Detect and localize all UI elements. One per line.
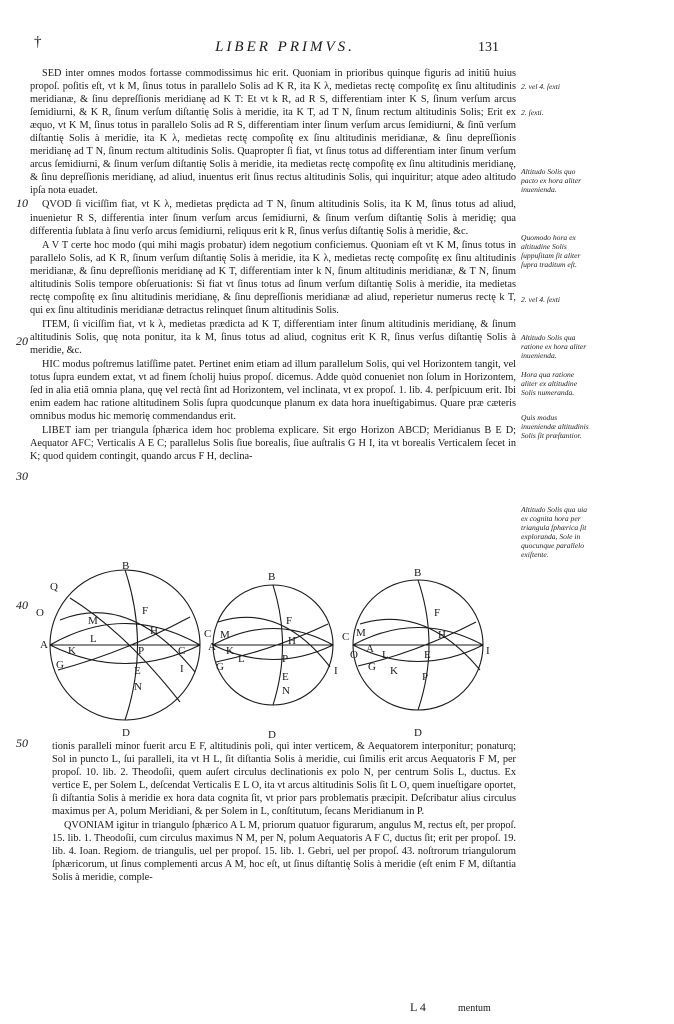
figure-label: D — [122, 727, 130, 739]
paragraph: A V T certe hoc modo (qui mihi magis probatur) idem negotium conficiemus. Quoniam eſt vt K M, ſinus totus in parallelo Solis, ad K R, ſinum verſum diſtantię Solis à meridie, ita K λ, medietas rectę compoſitę ex ſinu altitudinis meridianæ, & ſinu depreſſionis meridianę ad K T, differentiam inter k N, ſinum altitudinis meridianæ, & T N, ſinum altitudinis Solis tempore obſeruationis: Si fiat vt ſinus totus ad ſinum verſum diſtantię Solis à meridie, ita medietas rectę compoſitę ex ſinu altitudinis meridianę, & ſinu depreſſionis meridianæ ad aliud, reperietur numerus rectę k T, qui ex ſinu altitudinis meridianæ detractus relinquet ſinum altitudinis Solis. — [30, 239, 516, 316]
figure-label: P — [138, 645, 145, 657]
figure-label: M — [356, 627, 366, 639]
figure-label: E — [134, 665, 141, 677]
main-text-column — [30, 67, 516, 464]
figure-label: F — [434, 607, 441, 619]
figure-label: A — [208, 641, 216, 653]
figure-label: I — [180, 663, 184, 675]
figure-label: G — [368, 661, 376, 673]
margin-note: Altitudo Solis qua uia ex cognita hora per triangula ſphærica ſit exploranda, Sole in quocunque parallelo exiſtente. — [521, 505, 588, 559]
figure-label: C — [178, 645, 186, 657]
page-number: 131 — [478, 40, 499, 55]
margin-note: 2. vel 4. ſexti — [521, 295, 561, 304]
figure-label: F — [142, 605, 149, 617]
paragraph: LIBET iam per triangula ſphærica idem hoc problema explicare. Sit ergo Horizon ABCD; Meridianus B E D; Aequator AFC; Verticalis A E C; parallelus Solis ſiue borealis, ſiue auſtralis G H I, ita vt borealis Verticalem ſecet in K; quod quidem contingit, quando arcus F H, declina- — [30, 425, 516, 463]
figure-label: I — [334, 665, 338, 677]
figure-label: K — [226, 645, 234, 657]
figure-label: Q — [50, 581, 58, 593]
figure-label: L — [238, 653, 245, 665]
paragraph: QVONIAM igitur in triangulo ſphærico A L M, priorum quatuor figurarum, angulus M, rectus eſt, per propoſ. 15. lib. 1. Theodoſii, cum circulus maximus N M, per N, polum Aequatoris A F C, ductus ſit; erit per propoſ. 19. lib. 4. Ioan. Regiom. de triangulis, uel per propoſ. 15. lib. 1. Gebri, uel per propoſ. 43. noſtrorum triangulorum ſphæricorum, ut ſinus complementi arcus A M, hoc eſt, ut ſinus diſtantię Solis à meridie (eſt enim F M, diſtantia Solis à meridie, comple- — [52, 820, 516, 884]
figure-label: O — [36, 607, 44, 619]
line-number: 10 — [16, 196, 28, 210]
margin-note: Quis modus inueniendæ altitudinis Solis ſit præſtantior. — [521, 413, 589, 440]
figure-label: L — [90, 633, 97, 645]
figure-label: N — [134, 681, 142, 693]
figure-label: H — [438, 629, 446, 641]
figure-label: G — [56, 659, 64, 671]
figure-label: P — [282, 653, 289, 665]
figure-label: H — [288, 635, 296, 647]
header-mark: † — [34, 34, 42, 50]
figure-label: F — [286, 615, 293, 627]
figure-label: N — [282, 685, 290, 697]
paragraph: HIC modus poſtremus latiſſime patet. Pertinet enim etiam ad illum parallelum Solis, qui vel Horizontem tangit, vel totus ſupra eundem extat, vt ad finem ſcholij huius propoſ. dicemus. Adde quòd conueniet non ſolum in Horizontem, ſed in alia etiã omnia plana, quę vel rectà ſint ad Horizontem, vel inclinata, vt ex propoſ. 1. lib. 4. perſpicuum erit. Ibi enim eadem hac ratione altitudinem Solis ſupra quodcunque planum ex data hora inueſtigabimus. Quare præ cæteris omnibus modus hic memorię commendandus erit. — [30, 359, 516, 423]
running-head: LIBER PRIMVS. — [215, 39, 355, 55]
figure-label: D — [268, 729, 276, 740]
figure-label: D — [414, 727, 422, 739]
figure-label: E — [282, 671, 289, 683]
line-number: 40 — [16, 598, 28, 612]
figure-label: A — [366, 643, 374, 655]
figure-label: G — [216, 661, 224, 673]
margin-note: Quomodo hora ex altitudine Solis ſuppuſitam ſit aliter ſupra traditum eſt. — [521, 233, 581, 269]
line-number: 30 — [16, 469, 28, 483]
figure-label: A — [40, 639, 48, 651]
signature-mark: L 4 — [410, 1000, 426, 1014]
margin-note: 2. ſexti. — [521, 108, 544, 117]
figure-label: C — [204, 628, 212, 640]
figure-label: B — [268, 571, 276, 583]
margin-note: Hora qua ratione aliter ex altitudine Solis numeranda. — [521, 370, 578, 397]
margin-note: Altitudo Solis qua ratione ex hora aliter inuenienda. — [521, 333, 587, 360]
figure-label: M — [88, 615, 98, 627]
margin-note: 2. vel 4. ſexti — [521, 82, 561, 91]
paragraph: QVOD ſi viciſſim fiat, vt K λ, medietas prędicta ad T N, ſinum altitudinis Solis, ita K M, ſinus totus ad aliud, inuenietur R S, differentia inter ſinum verſum arcus ſemidiurni, & ſinum verſum diſtantię Solis à meridię; qua differentia ſublata à ſinu verſo arcus ſemidiurni, reliquus erit k R, ſinus verſus diſtantię Solis à meridie, &c. — [30, 199, 516, 237]
figure-label: M — [220, 629, 230, 641]
paragraph: tionis paralleli minor fuerit arcu E F, altitudinis poli, qui inter verticem, & Aequatorem interponitur; ponaturq; Sol in puncto L, ſui paralleli, ita vt H L, ſit diſtantia Solis à meridie, cui ſimilis erit arcus Aequatoris F M, per propoſ. 10. lib. 2. Theodoſii, quem auſert circulus declinationis ex polo N, per centrum Solis L, ductus. Ex vertice E, per Solem L, deſcendat Verticalis E L O, ita vt arcus altitudinis Solis ſit L O, quem inueſtigare oportet, ſi diſtantia Solis à meridie ex hora data cognita ſit, vt prior pars problematis præcipit. Deſcribatur alius circulus maximus per A, polum Meridiani, & per Solem in L, conſtitutum, ſecans Meridianum in P. — [52, 741, 516, 818]
line-number: 20 — [16, 334, 28, 348]
figure-label: H — [150, 625, 158, 637]
line-number: 50 — [16, 736, 28, 750]
figure-label: K — [390, 665, 398, 677]
margin-note: Altitudo Solis quo pacto ex hora aliter inuenienda. — [521, 167, 582, 194]
sphere-diagrams — [30, 562, 516, 740]
figure-label: C — [342, 631, 350, 643]
figure-label: K — [68, 645, 76, 657]
paragraph: SED inter omnes modos fortasse commodissimus hic erit. Quoniam in prioribus quinque figuris ad initiũ huius propoſ. poſitis eſt, vt k M, ſinus totus in parallelo Solis ad K R, ita K λ, medietas rectę compoſitę ex ſinu altitudinis meridianæ, & ſinu depreſſionis meridianę ad K T: Et vt k R, ad R S, differentiam inter K S, ſinum verſum arcus ſemidiurni, & K R, ſinum verſum diſtantię Solis à meridie, ita K T, ad T N, ſinum rectum altitudinis Solis; Erit ex æquo, vt K M, ſinus totus in parallelo Solis ad R S, differentiam inter ſinum verſum arcus ſemidiurni, & ſinũ verſum diſtantię Solis à meridie, ita K λ, medietas rectę compoſitę ex ſinu altitudinis meridianæ, & ſinu depreſſionis meridianę ad T N, ſinum rectum altitudinis Solis. Quapropter ſi fiat, vt ſinus totus ad differentiam inter ſinum verſum arcus ſemidiurni, & ſinum verſum diſtantię Solis à meridie, ita medietas rectę compoſitę ex ſinu altitudinis meridianę, & ſinu depreſſionis meridianę, ad aliud, inuentus erit ſinus rectus altitudinis Solis, qui inquiritur; atque adeo altitudo ipſa nota euadet. — [30, 68, 516, 197]
lower-text-column — [52, 740, 516, 886]
paragraph: ITEM, ſi viciſſim fiat, vt k λ, medietas prædicta ad K T, differentiam inter ſinum altitudinis meridianę, & ſinum altitudinis Solis, quę nota ponitur, ita k M, ſinus totus ad aliud, cognitus erit K R, ſinus verſus diſtantię Solis à meridie, &c. — [30, 318, 516, 356]
figure-label: I — [486, 645, 490, 657]
catchword: mentum — [458, 1003, 491, 1014]
figure-label: O — [350, 649, 358, 661]
figure-label: B — [122, 562, 130, 572]
figure-label: P — [422, 671, 429, 683]
figure-label: B — [414, 567, 422, 579]
figure-label: L — [382, 649, 389, 661]
figure-label: E — [424, 649, 431, 661]
